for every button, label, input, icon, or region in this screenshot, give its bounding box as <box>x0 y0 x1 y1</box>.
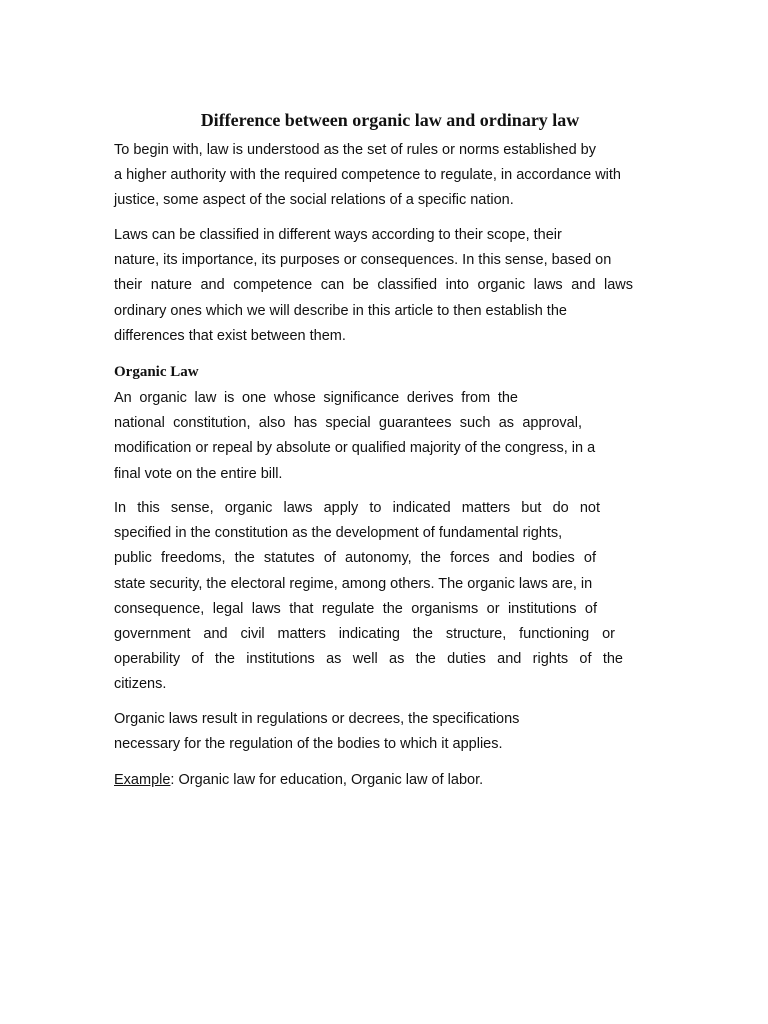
text-line: public freedoms, the statutes of autonomy, the forces and bodies of <box>114 550 596 567</box>
text-line: national constitution, also has special guarantees such as approval, <box>114 415 582 432</box>
organic-paragraph-3 <box>114 707 519 757</box>
example-text: : Organic law for education, Organic law of labor. <box>170 772 484 788</box>
document-title: Difference between organic law and ordinary law <box>200 110 580 130</box>
text-line: government and civil matters indicating the structure, functioning or <box>114 625 615 642</box>
section-heading-organic-law: Organic Law <box>114 364 199 380</box>
text-line: operability of the institutions as well as the duties and rights of the <box>114 651 623 668</box>
text-line: Organic laws result in regulations or decrees, the specifications <box>114 711 520 727</box>
text-line: nature, its importance, its purposes or consequences. In this sense, based on <box>114 252 612 269</box>
intro-paragraph-2 <box>114 223 633 349</box>
text-line: differences that exist between them. <box>114 327 346 344</box>
text-line: modification or repeal by absolute or qualified majority of the congress, in a <box>114 440 596 457</box>
text-line: their nature and competence can be classified into organic laws and laws <box>114 277 633 294</box>
text-line: specified in the constitution as the development of fundamental rights, <box>114 525 563 542</box>
text-line: consequence, legal laws that regulate the organisms or institutions of <box>114 600 597 617</box>
text-line: In this sense, organic laws apply to indicated matters but do not <box>114 500 600 516</box>
text-line: An organic law is one whose significance derives from the <box>114 390 518 406</box>
example-paragraph <box>114 768 483 793</box>
organic-paragraph-2 <box>114 496 623 698</box>
example-label: Example <box>114 772 171 788</box>
text-line <box>114 768 483 793</box>
text-line: citizens. <box>114 676 167 693</box>
text-line: necessary for the regulation of the bodies to which it applies. <box>114 736 503 753</box>
text-line: Laws can be classified in different ways according to their scope, their <box>114 227 562 243</box>
text-line: ordinary ones which we will describe in this article to then establish the <box>114 302 567 319</box>
intro-paragraph-1 <box>114 138 621 214</box>
text-line: a higher authority with the required competence to regulate, in accordance with <box>114 167 621 184</box>
text-line: state security, the electoral regime, among others. The organic laws are, in <box>114 575 593 592</box>
organic-paragraph-1 <box>114 386 595 487</box>
text-line: To begin with, law is understood as the set of rules or norms established by <box>114 142 596 158</box>
text-line: justice, some aspect of the social relations of a specific nation. <box>114 192 514 209</box>
text-line: final vote on the entire bill. <box>114 465 283 482</box>
